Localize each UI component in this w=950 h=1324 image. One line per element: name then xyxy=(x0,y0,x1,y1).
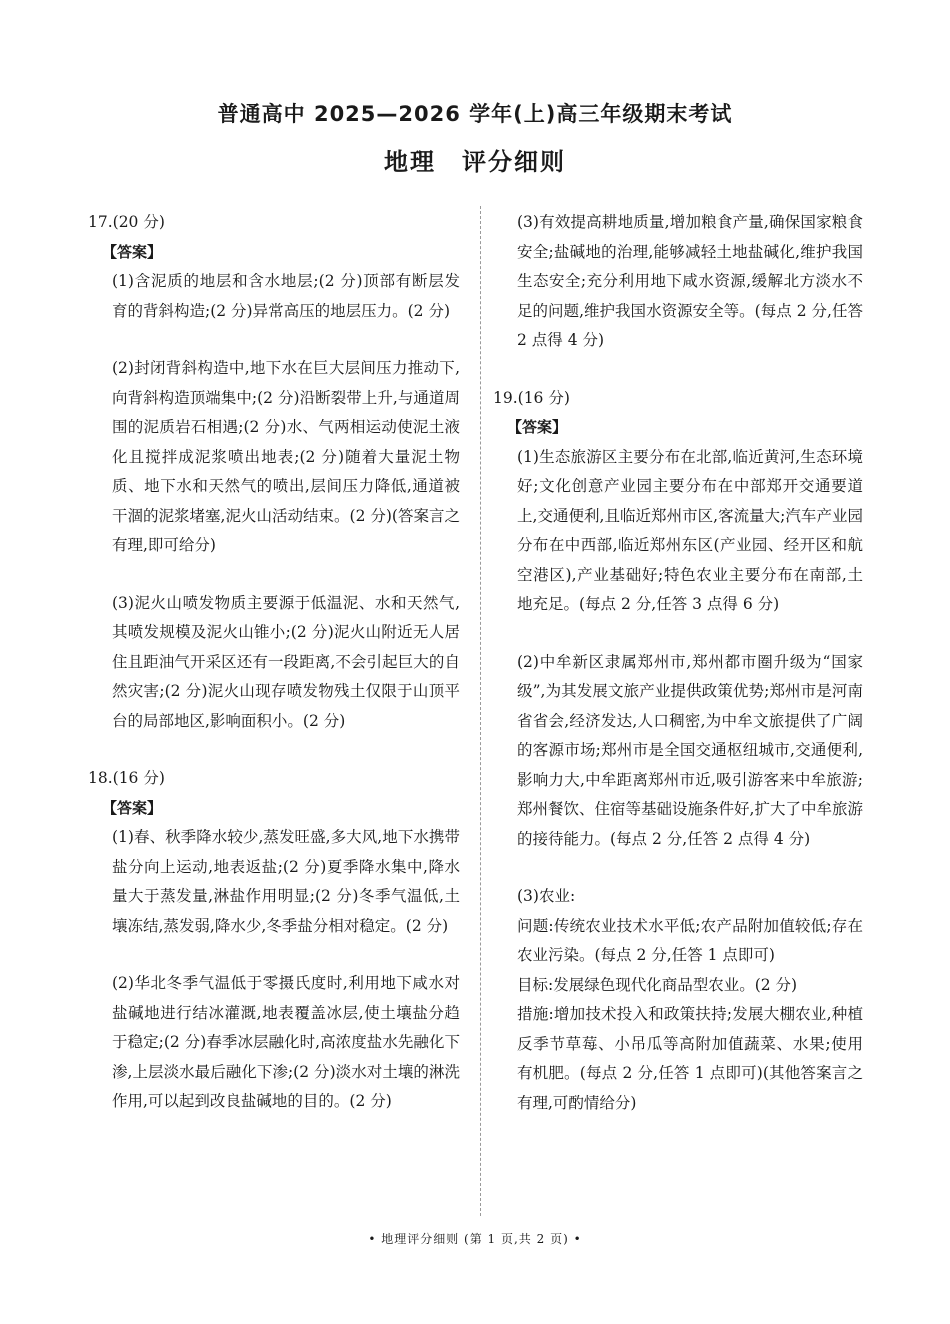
page-footer: • 地理评分细则 (第 1 页,共 2 页) • xyxy=(368,1232,582,1246)
answer-label: 【答案】 xyxy=(102,798,163,817)
question-18-number: 18.(16 分) xyxy=(88,769,165,787)
question-19-number: 19.(16 分) xyxy=(493,388,570,407)
page-subtitle xyxy=(0,142,950,177)
q19-answer-1: (1)生态旅游区主要分布在北部,临近黄河,生态环境好;文化创意产业园主要分布在中部郑开交通要道上,交通便利,且临近郑州市区,客流量大;汽车产业园分布在中西部,临近郑州东区(产业园、经开区和航空港区),产业基础好;特色农业主要分布在南部,土地充足。(每点 2 分,任答 3 点得 6 分) xyxy=(517,447,863,613)
left-column xyxy=(88,208,460,1117)
q17-answer-1: (1)含泥质的地层和含水地层;(2 分)顶部有断层发育的背斜构造;(2 分)异常高压的地层压力。(2 分) xyxy=(112,272,460,320)
q19-answer-2: (2)中牟新区隶属郑州市,郑州都市圈升级为“国家级”,为其发展文旅产业提供政策优势;郑州市是河南省省会,经济发达,人口稠密,为中牟文旅提供了广阔的客源市场;郑州市是全国交通枢纽城市,交通便利,影响力大,中牟距离郑州市近,吸引游客来中牟旅游;郑州餐饮、住宿等基础设施条件好,扩大了中牟旅游的接待能力。(每点 2 分,任答 2 点得 4 分) xyxy=(517,652,863,848)
answer-label: 【答案】 xyxy=(507,418,568,436)
doc-type-label: 评分细则 xyxy=(462,148,566,176)
q19-answer-3-problem: 问题:传统农业技术水平低;农产品附加值较低;存在农业污染。(每点 2 分,任答 1 点即可) xyxy=(517,916,863,964)
subject-label: 地理 xyxy=(384,148,436,176)
q18-answer-2: (2)华北冬季气温低于零摄氏度时,利用地下咸水对盐碱地进行结冰灌溉,地表覆盖冰层,使土壤盐分趋于稳定;(2 分)春季冰层融化时,高浓度盐水先融化下渗,上层淡水最后融化下渗;(2 分)淡水对土壤的淋洗作用,可以起到改良盐碱地的目的。(2 分) xyxy=(112,974,460,1110)
q19-answer-3-goal: 目标:发展绿色现代化商品型农业。(2 分) xyxy=(517,975,798,994)
column-divider xyxy=(480,206,481,1216)
page-title: 普通高中 2025—2026 学年(上)高三年级期末考试 xyxy=(217,102,733,126)
question-17-number: 17.(20 分) xyxy=(88,213,165,231)
right-column xyxy=(493,208,863,1118)
q19-answer-3-measure: 措施:增加技术投入和政策扶持;发展大棚农业,种植反季节草莓、小吊瓜等高附加值蔬菜、水果;使用有机肥。(每点 2 分,任答 1 点即可)(其他答案言之有理,可酌情给分) xyxy=(517,1005,863,1112)
q19-answer-3-head: (3)农业: xyxy=(517,887,576,905)
q18-answer-1: (1)春、秋季降水较少,蒸发旺盛,多大风,地下水携带盐分向上运动,地表返盐;(2 分)夏季降水集中,降水量大于蒸发量,淋盐作用明显;(2 分)冬季气温低,土壤冻结,蒸发弱,降水少,冬季盐分相对稳定。(2 分) xyxy=(112,828,460,935)
q17-answer-3: (3)泥火山喷发物质主要源于低温泥、水和天然气,其喷发规模及泥火山锥小;(2 分)泥火山附近无人居住且距油气开采区还有一段距离,不会引起巨大的自然灾害;(2 分)泥火山现存喷发物残土仅限于山顶平台的局部地区,影响面积小。(2 分) xyxy=(112,593,460,730)
q18-answer-3: (3)有效提高耕地质量,增加粮食产量,确保国家粮食安全;盐碱地的治理,能够减轻土地盐碱化,维护我国生态安全;充分利用地下咸水资源,缓解北方淡水不足的问题,维护我国水资源安全等。(每点 2 分,任答 2 点得 4 分) xyxy=(517,213,863,349)
q17-answer-2: (2)封闭背斜构造中,地下水在巨大层间压力推动下,向背斜构造顶端集中;(2 分)沿断裂带上升,与通道周围的泥质岩石相遇;(2 分)水、气两相运动使泥土液化且搅拌成泥浆喷出地表;(2 分)随着大量泥土物质、地下水和天然气的喷出,层间压力降低,通道被干涸的泥浆堵塞,泥火山活动结束。(2 分)(答案言之有理,即可给分) xyxy=(112,359,460,554)
answer-label: 【答案】 xyxy=(102,242,163,261)
